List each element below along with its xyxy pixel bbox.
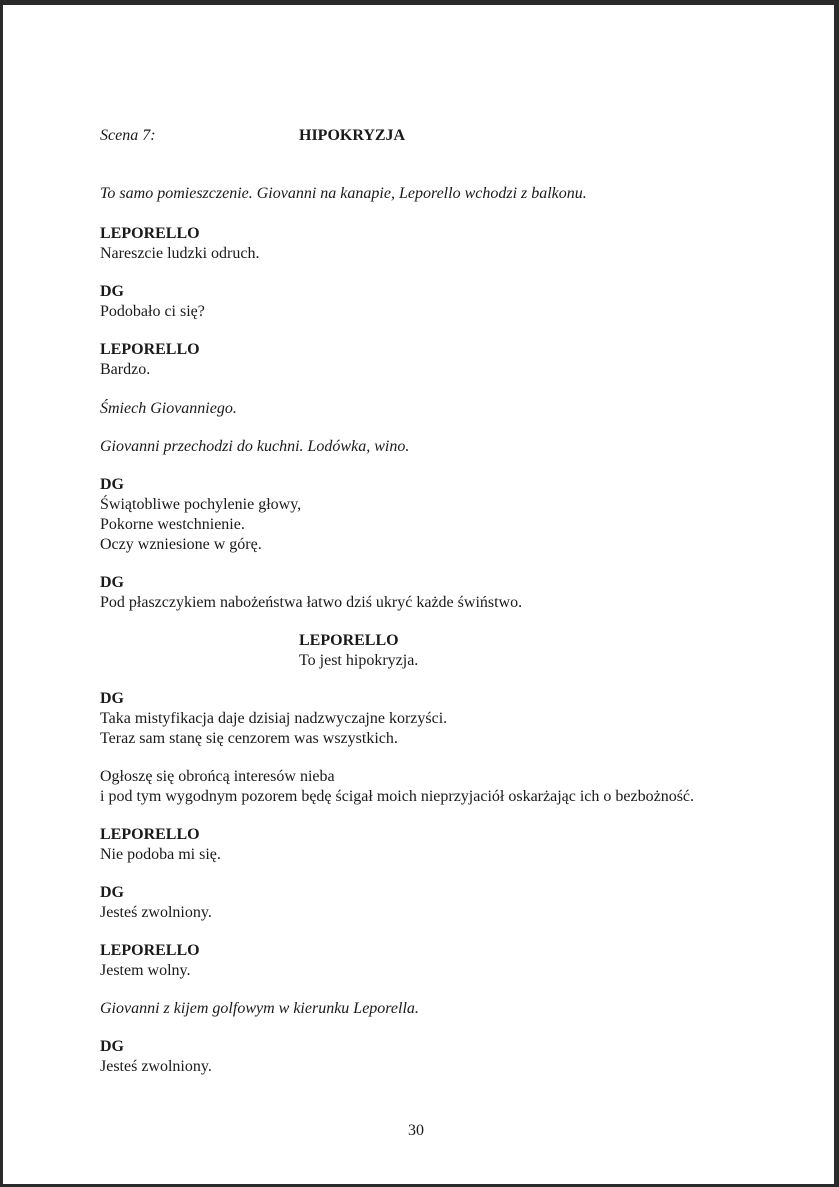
stage-direction: Śmiech Giovanniego. (100, 400, 237, 417)
dialogue-line: Ogłoszę się obrońcą interesów nieba (100, 768, 335, 785)
dialogue-line: Pod płaszczykiem nabożeństwa łatwo dziś ukryć każde świństwo. (100, 594, 523, 611)
dialogue-line: i pod tym wygodnym pozorem będę ścigał moich nieprzyjaciół oskarżając ich o bezbożność. (100, 788, 695, 805)
speaker-name: DG (100, 476, 124, 493)
dialogue-line: Pokorne westchnienie. (100, 516, 245, 533)
dialogue-line: Podobało ci się? (100, 303, 205, 320)
stage-direction: To samo pomieszczenie. Giovanni na kanapie, Leporello wchodzi z balkonu. (100, 185, 587, 202)
speaker-name: LEPORELLO (100, 341, 200, 358)
speaker-name: LEPORELLO (100, 225, 200, 242)
scene-label: Scena 7: (100, 127, 156, 144)
speaker-name: LEPORELLO (100, 826, 200, 843)
speaker-name: LEPORELLO (299, 632, 399, 649)
speaker-name: DG (100, 1038, 124, 1055)
speaker-name: LEPORELLO (100, 942, 200, 959)
dialogue-line: Oczy wzniesione w górę. (100, 536, 262, 553)
dialogue-line: Nareszcie ludzki odruch. (100, 245, 260, 262)
speaker-name: DG (100, 283, 124, 300)
dialogue-line: Świątobliwe pochylenie głowy, (100, 496, 302, 513)
dialogue-line: Jesteś zwolniony. (100, 1058, 212, 1075)
stage-direction: Giovanni z kijem golfowym w kierunku Leporella. (100, 1000, 419, 1017)
dialogue-line: To jest hipokryzja. (299, 652, 419, 669)
page-number: 30 (408, 1122, 424, 1139)
speaker-name: DG (100, 690, 124, 707)
speaker-name: DG (100, 574, 124, 591)
dialogue-line: Teraz sam stanę się cenzorem was wszystkich. (100, 730, 398, 747)
dialogue-line: Nie podoba mi się. (100, 846, 221, 863)
dialogue-line: Taka mistyfikacja daje dzisiaj nadzwyczajne korzyści. (100, 710, 448, 727)
dialogue-line: Jestem wolny. (100, 962, 191, 979)
dialogue-line: Jesteś zwolniony. (100, 904, 212, 921)
stage-direction: Giovanni przechodzi do kuchni. Lodówka, wino. (100, 438, 410, 455)
dialogue-line: Bardzo. (100, 361, 151, 378)
speaker-name: DG (100, 884, 124, 901)
scene-title: HIPOKRYZJA (299, 127, 406, 144)
